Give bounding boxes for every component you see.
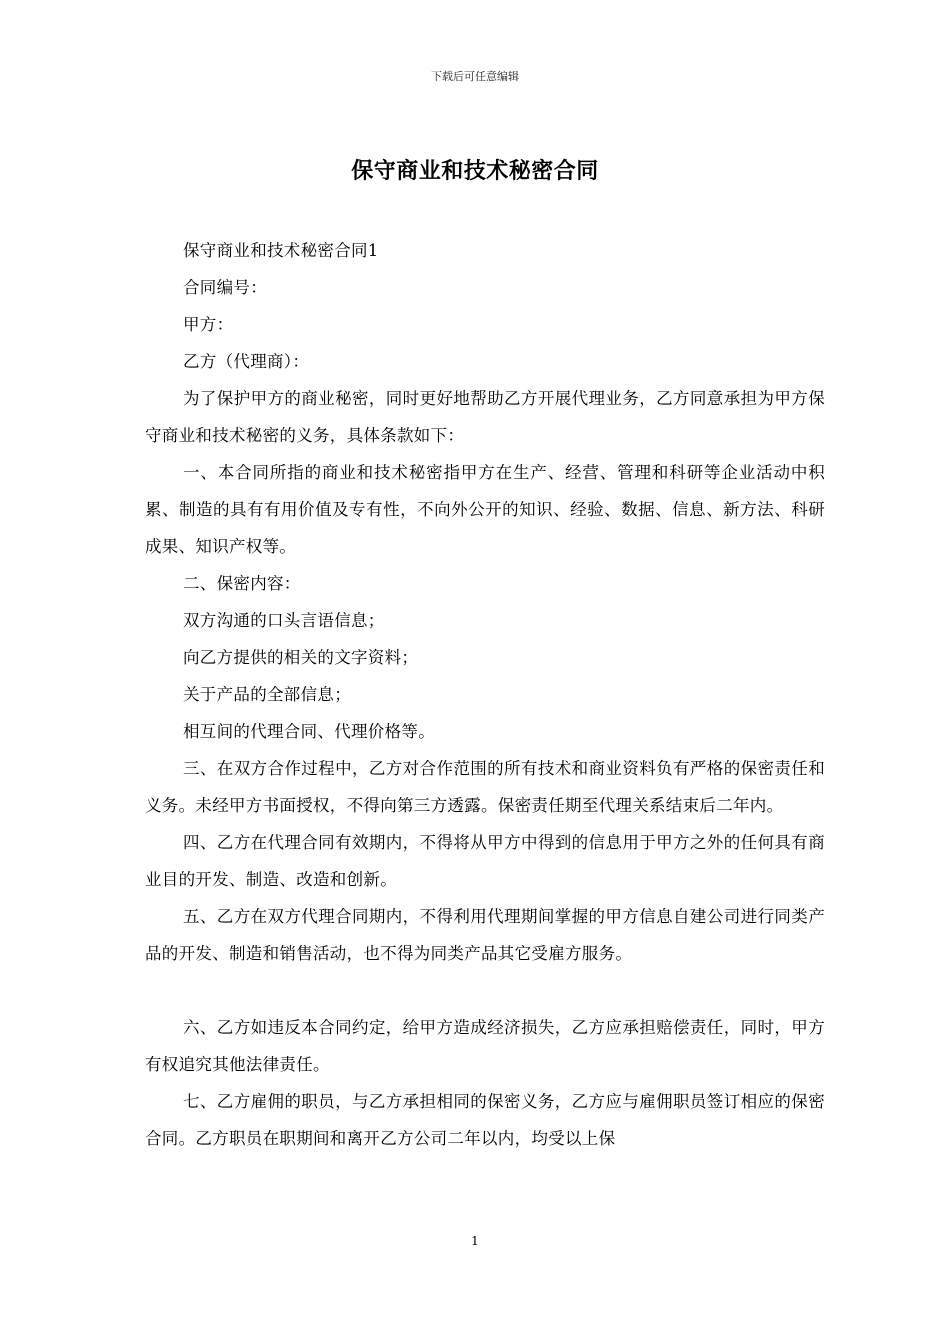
paragraph-preamble: 为了保护甲方的商业秘密，同时更好地帮助乙方开展代理业务，乙方同意承担为甲方保守商业和技术秘密的义务，具体条款如下： (145, 389, 825, 445)
paragraph-party-a: 甲方： (183, 315, 234, 334)
paragraph-clause-2-item-3: 关于产品的全部信息； (183, 685, 351, 704)
document-title: 保守商业和技术秘密合同 (351, 159, 599, 184)
paragraph-clause-6: 六、乙方如违反本合同约定，给甲方造成经济损失，乙方应承担赔偿责任，同时，甲方有权追究其他法律责任。 (145, 1018, 825, 1074)
document-body (145, 232, 825, 1157)
paragraph-clause-1: 一、本合同所指的商业和技术秘密指甲方在生产、经营、管理和科研等企业活动中积累、制造的具有有用价值及专有性，不向外公开的知识、经验、数据、信息、新方法、科研成果、知识产权等。 (145, 463, 825, 556)
page-number: 1 (471, 1234, 479, 1248)
paragraph-clause-2-item-4: 相互间的代理合同、代理价格等。 (183, 722, 435, 741)
paragraph-party-b: 乙方（代理商）： (183, 352, 310, 371)
paragraph-heading: 保守商业和技术秘密合同1 (183, 241, 379, 260)
paragraph-clause-2: 二、保密内容： (183, 574, 301, 593)
paragraph-contract-number: 合同编号： (183, 278, 267, 297)
paragraph-clause-7: 七、乙方雇佣的职员，与乙方承担相同的保密义务，乙方应与雇佣职员签订相应的保密合同。乙方职员在职期间和离开乙方公司二年以内，均受以上保 (145, 1092, 825, 1148)
paragraph-clause-4: 四、乙方在代理合同有效期内，不得将从甲方中得到的信息用于甲方之外的任何具有商业目的开发、制造、改造和创新。 (145, 833, 825, 889)
paragraph-clause-5: 五、乙方在双方代理合同期内，不得利用代理期间掌握的甲方信息自建公司进行同类产品的开发、制造和销售活动，也不得为同类产品其它受雇方服务。 (145, 907, 825, 963)
page-header-note: 下载后可任意编辑 (431, 70, 519, 83)
paragraph-clause-2-item-1: 双方沟通的口头言语信息； (183, 611, 385, 630)
paragraph-clause-3: 三、在双方合作过程中，乙方对合作范围的所有技术和商业资料负有严格的保密责任和义务。未经甲方书面授权，不得向第三方透露。保密责任期至代理关系结束后二年内。 (145, 759, 825, 815)
paragraph-clause-2-item-2: 向乙方提供的相关的文字资料； (183, 648, 419, 667)
